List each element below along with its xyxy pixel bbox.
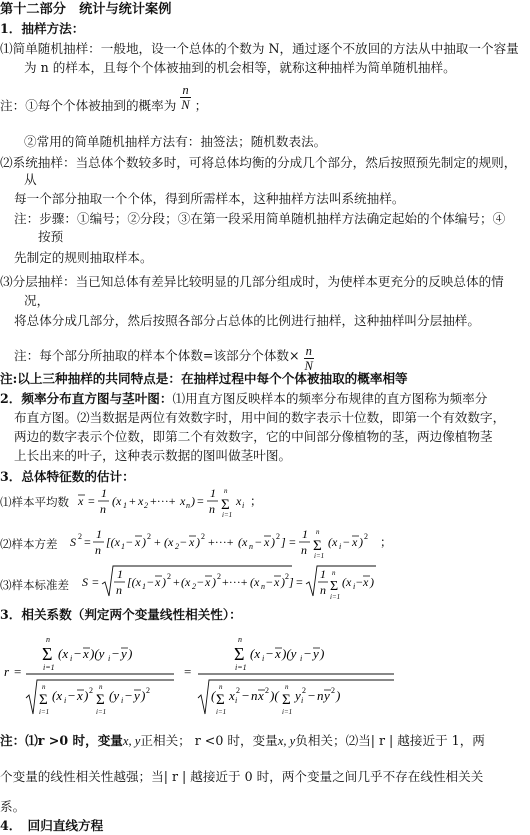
svg-text:2: 2 [364,532,368,541]
fraction-denominator: N [181,98,190,112]
svg-text:−: − [180,535,187,549]
svg-text:n: n [320,583,326,597]
svg-text:): ) [142,535,146,549]
svg-text:(x: (x [342,575,352,589]
svg-text:(y: (y [109,688,120,703]
svg-text:y: y [324,688,330,703]
svg-text:n: n [332,569,336,577]
svg-text:2: 2 [285,572,289,581]
svg-text:2: 2 [265,686,269,695]
svg-text:−: − [356,575,363,589]
svg-text:i: i [300,654,303,663]
correlation-note-line1 [0,733,485,749]
svg-text:Σ: Σ [234,644,245,664]
frequency-histogram-line2: 布直方图。⑵当数据是两位有效数字时，用中间的数字表示十位数，即第一个有效数字， [14,410,506,425]
svg-text:Σ: Σ [313,538,322,554]
svg-text:y: y [313,646,319,661]
svg-text:x: x [274,575,280,589]
svg-text:(x: (x [238,535,248,549]
page-title: 第十二部分 统计与统计案例 [0,2,172,17]
svg-text:2: 2 [78,532,82,541]
correlation-note-line2: 个变量的线性相关性越强；当| r | 越接近于 0 时，两个变量之间几乎不存在线性相关关 [0,769,484,784]
svg-text:−: − [125,688,133,703]
svg-text:): ) [162,575,166,589]
variables-xy-1: x, y [122,734,141,748]
svg-text:i=1: i=1 [330,593,341,601]
svg-text:): ) [336,688,341,703]
svg-text:)(: )( [270,688,279,703]
svg-text:−: − [242,688,250,703]
svg-text:−: − [126,535,133,549]
svg-text:Σ: Σ [96,692,105,708]
systematic-sampling-line2: 从 [24,172,37,187]
note-methods: ②常用的简单随机抽样方法有：抽签法；随机数表法。 [24,134,327,149]
svg-text:Σ: Σ [221,497,230,513]
svg-text:2: 2 [276,532,280,541]
systematic-steps-line3: 先制定的规则抽取样本。 [14,250,153,265]
svg-text:i=1: i=1 [282,708,293,716]
svg-text:n: n [316,528,320,536]
variables-xy-2: x, y [277,734,296,748]
svg-text:；: ； [380,535,393,549]
svg-text:x: x [138,494,144,508]
svg-text:): ) [359,535,363,549]
svg-text:2: 2 [147,532,151,541]
sample-std-label: ⑶样本标准差 [0,578,69,592]
svg-text:−: − [266,646,274,661]
svg-text:n: n [95,543,101,557]
sample-std-formula [80,562,380,604]
svg-text:+···+: +···+ [208,535,234,549]
note-stratified [14,342,314,371]
svg-text:+···+: +···+ [150,494,176,508]
svg-text:[(x: [(x [127,575,141,589]
stratified-sampling-line2: 况， [24,293,50,308]
svg-text:): ) [196,535,200,549]
svg-text:): ) [212,575,216,589]
svg-text:i=1: i=1 [39,708,50,716]
svg-text:1: 1 [121,542,125,551]
svg-text:n: n [317,688,324,703]
note-probability-suffix: ； [194,98,208,113]
svg-text:1: 1 [142,582,146,591]
svg-text:r: r [4,664,10,679]
svg-text:2: 2 [192,582,196,591]
svg-text:n: n [238,635,242,644]
svg-text:]: ] [281,535,286,549]
svg-text:i: i [262,654,265,663]
note-stratified-text: 注：每个部分所抽取的样本个体数=该部分个体数× [14,348,300,363]
svg-text:2: 2 [175,542,179,551]
sample-mean-label: ⑴样本平均数 [0,495,69,509]
svg-text:n: n [42,683,46,691]
svg-text:x: x [258,688,264,703]
svg-text:i: i [339,542,342,551]
svg-text:−: − [266,575,273,589]
svg-text:−: − [304,646,312,661]
section-correlation-heading: 3．相关系数（判定两个变量线性相关性）： [0,607,242,622]
svg-text:(x: (x [164,535,174,549]
svg-text:−: − [68,688,76,703]
svg-text:1: 1 [123,501,127,510]
simple-random-sampling-line1: ⑴简单随机抽样：一般地，设一个总体的个数为 N，通过逐个不放回的方法从中抽取一个容量 [0,41,519,56]
svg-text:Σ: Σ [330,579,339,594]
svg-text:Σ: Σ [216,692,225,708]
stratified-sampling-line3: 将总体分成几部分，然后按照各部分占总体的比例进行抽样，这种抽样叫分层抽样。 [14,313,480,328]
svg-text:): ) [370,575,374,589]
svg-text:1: 1 [101,486,107,500]
svg-text:)(y: )(y [90,646,105,661]
fraction-denominator: N [304,359,313,373]
svg-text:(x: (x [58,646,69,661]
svg-text:x: x [135,535,141,549]
svg-text:n: n [186,501,190,510]
svg-text:x: x [83,646,89,661]
svg-text:y: y [121,646,127,661]
fraction-numerator: n [305,344,312,358]
svg-text:i=1: i=1 [96,708,107,716]
svg-text:x: x [363,575,369,589]
svg-text:x: x [78,494,84,508]
svg-text:=: = [197,494,204,508]
systematic-steps-line1: 注：步骤：①编号；②分段；③在第一段采用简单随机抽样方法确定起始的个体编号；④ [14,211,506,226]
svg-text:−: − [255,535,262,549]
svg-text:): ) [320,646,325,661]
svg-text:=: = [14,664,22,679]
svg-text:2: 2 [167,572,171,581]
svg-text:n: n [100,502,106,516]
svg-text:i=1: i=1 [222,511,233,519]
svg-text:2: 2 [201,532,205,541]
svg-text:2: 2 [302,686,306,695]
svg-text:(x: (x [112,494,122,508]
frequency-histogram-line3: 两边的数字表示个位数，即第二个有效数字，它的中间部分像植物的茎，两边像植物茎 [14,429,493,444]
svg-text:n: n [219,683,223,691]
svg-text:x: x [155,575,161,589]
svg-text:=: = [92,575,99,589]
svg-text:n: n [46,635,50,644]
svg-text:x: x [352,535,358,549]
svg-text:1: 1 [117,567,123,581]
svg-text:x: x [77,688,83,703]
svg-text:x: x [229,688,235,703]
histogram-text-1: ⑴用直方图反映样本的频率分布规律的直方图称为频率分 [172,391,488,406]
svg-text:(x: (x [250,646,261,661]
svg-text:1: 1 [302,527,308,541]
svg-text:): ) [141,688,146,703]
svg-text:x: x [236,494,242,508]
svg-text:[(x: [(x [106,535,120,549]
svg-text:2: 2 [146,686,150,695]
svg-text:n: n [301,543,307,557]
svg-text:S: S [70,535,76,549]
note-common-feature: 注:以上三种抽样的共同特点是：在抽样过程中每个个体被抽取的概率相等 [0,371,408,386]
svg-text:+: + [173,575,180,589]
correlation-note-text-3: r <0 时，变量 [190,733,278,748]
svg-text:Σ: Σ [282,692,291,708]
svg-text:−: − [112,646,120,661]
frequency-histogram-line4: 上长出来的叶子，这种表示数据的图叫做茎叶图。 [14,448,292,463]
svg-text:]: ] [289,575,294,589]
svg-text:n: n [116,583,122,597]
fraction-n-over-N-2 [304,344,314,373]
systematic-sampling-line1: ⑵系统抽样：当总体个数较多时，可将总体均衡的分成几个部分，然后按照预先制定的规则， [0,155,517,170]
svg-text:2: 2 [89,686,93,695]
svg-text:i: i [70,654,73,663]
svg-text:i=1: i=1 [216,708,227,716]
svg-text:=: = [184,664,192,679]
svg-text:i: i [353,582,356,591]
section-sampling-heading: 1．抽样方法： [0,21,85,36]
systematic-steps-line2: 按预 [38,229,64,244]
svg-text:=: = [296,575,303,589]
stratified-sampling-line1: ⑶分层抽样：当已知总体有差异比较明显的几部分组成时，为使样本更充分的反映总体的情 [0,274,504,289]
svg-text:(x: (x [328,535,338,549]
svg-text:)(y: )(y [282,646,297,661]
svg-text:2: 2 [331,686,335,695]
fraction-n-over-N [180,83,190,112]
svg-text:+: + [154,535,161,549]
correlation-note-text-4: 负相关；⑵当| r | 越接近于 1，两 [295,733,485,748]
svg-text:x: x [275,646,281,661]
svg-text:+···+: +···+ [222,575,248,589]
svg-text:n: n [251,688,258,703]
svg-text:=: = [88,494,95,508]
svg-text:): ) [191,494,195,508]
svg-text:i: i [64,696,67,705]
simple-random-sampling-line2: 为 n 的样本，且每个个体被抽到的机会相等，就称这种抽样为简单随机抽样。 [24,60,456,75]
section-estimates-heading: 3．总体特征数的估计： [0,469,135,484]
svg-text:；: ； [250,494,263,508]
svg-text:2: 2 [217,572,221,581]
section-histogram-heading: 2．频率分布直方图与茎叶图： [0,391,173,406]
svg-text:1: 1 [320,567,326,581]
frequency-histogram-line1 [0,391,487,407]
svg-text:1: 1 [210,486,216,500]
svg-text:i=1: i=1 [43,663,55,672]
svg-text:): ) [271,535,275,549]
svg-text:): ) [128,646,133,661]
systematic-sampling-line3: 每一个部分抽取一个个体，得到所需样本，这种抽样方法叫系统抽样。 [14,191,405,206]
svg-text:−: − [308,688,316,703]
svg-text:x: x [189,535,195,549]
svg-text:n: n [224,487,228,495]
correlation-note-text-2: 正相关； [140,733,191,748]
svg-text:n: n [99,683,103,691]
svg-text:=: = [289,535,296,549]
note-probability-text: 注：①每个个体被抽到的概率为 [0,98,177,113]
svg-text:y: y [134,688,140,703]
svg-text:x: x [180,494,186,508]
svg-text:y: y [295,688,301,703]
svg-text:x: x [205,575,211,589]
svg-text:S: S [82,575,88,589]
svg-text:−: − [197,575,204,589]
svg-text:=: = [84,535,91,549]
svg-text:n: n [249,542,253,551]
svg-text:): ) [84,688,89,703]
svg-text:2: 2 [236,686,240,695]
svg-text:Σ: Σ [39,692,48,708]
svg-text:i: i [242,501,245,510]
sample-variance-formula [68,522,398,562]
svg-text:i: i [108,654,111,663]
svg-text:Σ: Σ [42,644,53,664]
correlation-note-line3: 系。 [0,799,26,814]
svg-text:i: i [121,696,124,705]
svg-text:(: ( [211,688,216,703]
svg-text:−: − [147,575,154,589]
svg-text:n: n [285,683,289,691]
svg-text:i: i [301,696,304,705]
svg-text:i=1: i=1 [314,552,325,560]
svg-text:n: n [209,502,215,516]
svg-text:i=1: i=1 [235,663,247,672]
svg-text:1: 1 [96,527,102,541]
svg-text:(x: (x [52,688,63,703]
svg-text:+: + [129,494,136,508]
fraction-numerator: n [182,83,189,97]
svg-text:n: n [261,582,265,591]
svg-text:2: 2 [144,501,148,510]
note-probability [0,83,208,121]
correlation-note-text-1: 注：⑴r >0 时，变量 [0,733,123,748]
svg-text:): ) [281,575,285,589]
sample-mean-formula [76,482,266,520]
svg-text:−: − [74,646,82,661]
svg-text:(x: (x [250,575,260,589]
sample-variance-label: ⑵样本方差 [0,537,58,551]
correlation-formula [2,628,402,720]
section-regression-heading: 4． 回归直线方程 [0,818,104,833]
svg-text:−: − [343,535,350,549]
svg-text:i: i [235,696,238,705]
svg-text:(x: (x [181,575,191,589]
svg-text:x: x [264,535,270,549]
